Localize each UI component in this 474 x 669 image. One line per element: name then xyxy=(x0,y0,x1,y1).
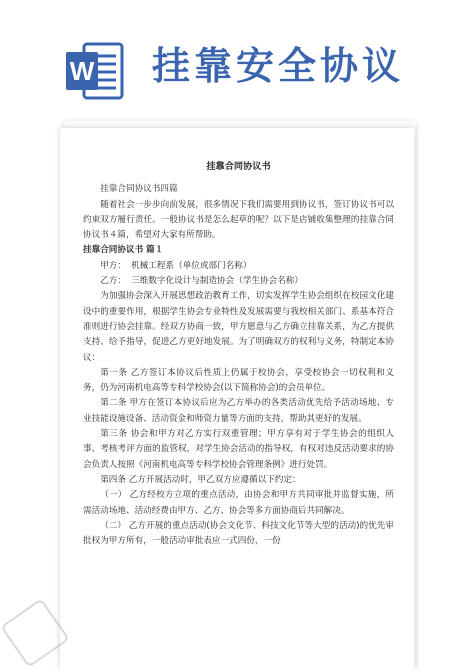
article-4-item-2: （二） 乙方开展的重点活动(协会文化节、科技文化节等大型的活动)的优先审批权为甲方所有，一般活动审批表应一式四份，一份 xyxy=(83,520,394,547)
banner-title: 挂靠安全协议 xyxy=(152,44,405,88)
word-document-icon xyxy=(66,40,124,102)
word-icon-letter: W xyxy=(69,56,95,86)
document-title: 挂靠合同协议书 xyxy=(206,161,271,172)
party-a-line xyxy=(83,259,394,274)
purpose-paragraph: 为加强协会深入开展思想政治教育工作，切实发挥学生协会组织在校园文化建设中的重要作用，根据学生协会专业特性及发展需要与我校相关部门、系基本符合准则进行协会挂靠。经双方协商一致，甲方愿意与乙方确立挂靠关系，为乙方提供支持、给予指导，促进乙方更好地发展。为了明确双方的权利与义务，特制定本协议： xyxy=(83,291,394,363)
intro-paragraph: 随着社会一步步向前发展，很多情况下我们需要用到协议书，签订协议书可以约束双方履行责任。一般协议书是怎么起草的呢？以下是店铺收集整理的挂靠合同协议书４篇，希望对大家有所帮助。 xyxy=(83,199,394,241)
banner xyxy=(0,0,474,118)
party-b-line xyxy=(83,274,394,289)
party-a-label: 甲方： xyxy=(100,260,126,271)
intro-heading: 挂靠合同协议书四篇 xyxy=(100,184,178,195)
party-b-value: 三维数字化设计与制造协会（学生协会名称） xyxy=(131,276,304,287)
party-a-value: 机械工程系（单位或部门名称） xyxy=(131,260,252,271)
article-1: 第一条 乙方签订本协议后性质上仍属于校协会，享受校协会一切权利和义务，仍为河南机电高等专科学校协会(以下简称协会)的会员单位。 xyxy=(83,367,394,394)
document-body xyxy=(83,159,394,549)
section-heading: 挂靠合同协议书 篇１ xyxy=(83,245,164,256)
document-page[interactable] xyxy=(60,128,414,669)
article-3: 第三条 协会和甲方对乙方实行双重管理；甲方享有对于学生协会的组织人事、考核考评方面的监管权，对学生协会活动的指导权，有权对违反活动要求的协会负责人按照《河南机电高等专科学校协会管理条例》进行处罚。 xyxy=(83,429,394,470)
article-4: 第四条 乙方开展活动时，甲乙双方应遵循以下约定： xyxy=(100,474,301,485)
article-2: 第二条 甲方在签订本协议后应为乙方举办的各类活动优先给予活动场地、专业技能设施设备、活动资金和师资力量等方面的支持，帮助其更好的发展。 xyxy=(83,398,394,424)
article-4-item-1: （一） 乙方经校方立项的重点活动，由协会和甲方共同审批并监督实施，所需活动场地、活动经费由甲方、乙方、协会等多方面协商后共同解决。 xyxy=(83,490,394,516)
party-b-label: 乙方： xyxy=(100,276,126,287)
